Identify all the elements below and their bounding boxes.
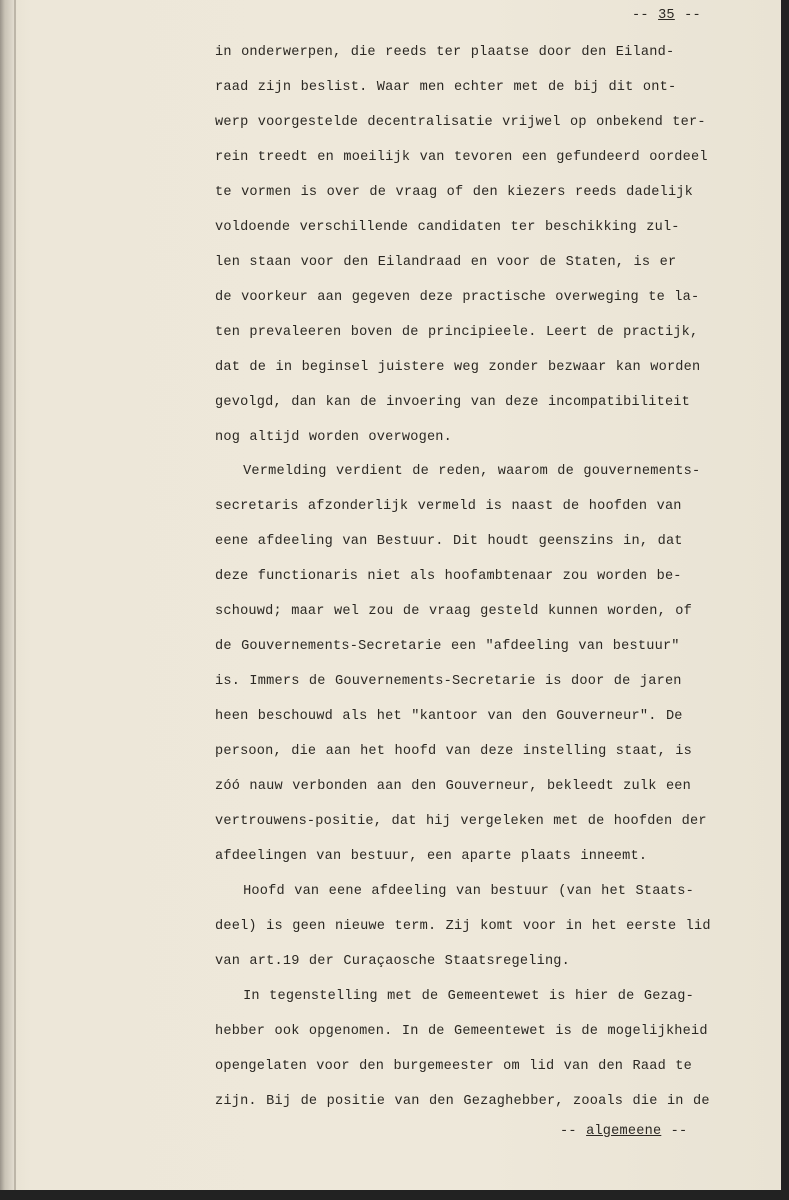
text-line: de Gouvernements-Secretarie een "afdeeling van bestuur" xyxy=(215,639,680,654)
catchword-suffix: -- xyxy=(661,1124,688,1139)
text-line: heen beschouwd als het "kantoor van den Gouverneur". De xyxy=(215,709,683,724)
text-line: Vermelding verdient de reden, waarom de gouvernements- xyxy=(215,464,701,479)
text-line: rein treedt en moeilijk van tevoren een gefundeerd oordeel xyxy=(215,150,708,165)
text-line: gevolgd, dan kan de invoering van deze incompatibiliteit xyxy=(215,395,691,410)
text-line: Hoofd van eene afdeeling van bestuur (van het Staats- xyxy=(215,884,695,899)
text-line: raad zijn beslist. Waar men echter met de bij dit ont- xyxy=(215,80,677,95)
scan-border-right xyxy=(781,0,789,1200)
text-line: nog altijd worden overwogen. xyxy=(215,430,453,445)
text-line: de voorkeur aan gegeven deze practische overweging te la- xyxy=(215,290,700,305)
text-line: eene afdeeling van Bestuur. Dit houdt geenszins in, dat xyxy=(215,534,683,549)
text-line: opengelaten voor den burgemeester om lid van den Raad te xyxy=(215,1059,693,1074)
text-line: in onderwerpen, die reeds ter plaatse door den Eiland- xyxy=(215,45,675,60)
text-line: persoon, die aan het hoofd van deze instelling staat, is xyxy=(215,744,693,759)
text-line: zijn. Bij de positie van den Gezaghebber, zooals die in de xyxy=(215,1094,710,1109)
text-line: ten prevaleeren boven de principieele. Leert de practijk, xyxy=(215,325,699,340)
page-number-value: 35 xyxy=(658,8,675,23)
catchword xyxy=(560,1124,687,1139)
text-line: is. Immers de Gouvernements-Secretarie is door de jaren xyxy=(215,674,682,689)
text-line: deze functionaris niet als hoofambtenaar zou worden be- xyxy=(215,569,682,584)
text-line: hebber ook opgenomen. In de Gemeentewet is de mogelijkheid xyxy=(215,1024,708,1039)
text-line: len staan voor den Eilandraad en voor de Staten, is er xyxy=(215,255,677,270)
catchword-value: algemeene xyxy=(586,1124,662,1139)
scan-border-bottom xyxy=(0,1190,789,1200)
text-line: afdeelingen van bestuur, een aparte plaats inneemt. xyxy=(215,849,648,864)
text-line: schouwd; maar wel zou de vraag gesteld kunnen worden, of xyxy=(215,604,693,619)
catchword-prefix: -- xyxy=(560,1124,587,1139)
page-binding xyxy=(0,0,14,1190)
text-line: voldoende verschillende candidaten ter beschikking zul- xyxy=(215,220,680,235)
text-line: zóó nauw verbonden aan den Gouverneur, bekleedt zulk een xyxy=(215,779,692,794)
text-line: van art.19 der Curaçaosche Staatsregeling. xyxy=(215,954,571,969)
text-line: te vormen is over de vraag of den kiezers reeds dadelijk xyxy=(215,185,694,200)
text-line: dat de in beginsel juistere weg zonder bezwaar kan worden xyxy=(215,360,701,375)
page-number-suffix: -- xyxy=(674,8,701,23)
text-line: werp voorgestelde decentralisatie vrijwel op onbekend ter- xyxy=(215,115,706,130)
binding-rule xyxy=(14,0,16,1190)
text-line: deel) is geen nieuwe term. Zij komt voor in het eerste lid xyxy=(215,919,711,934)
page-number xyxy=(632,8,701,23)
page-number-prefix: -- xyxy=(632,8,659,23)
text-line: In tegenstelling met de Gemeentewet is hier de Gezag- xyxy=(215,989,695,1004)
text-line: secretaris afzonderlijk vermeld is naast de hoofden van xyxy=(215,499,682,514)
text-line: vertrouwens-positie, dat hij vergeleken met de hoofden der xyxy=(215,814,707,829)
